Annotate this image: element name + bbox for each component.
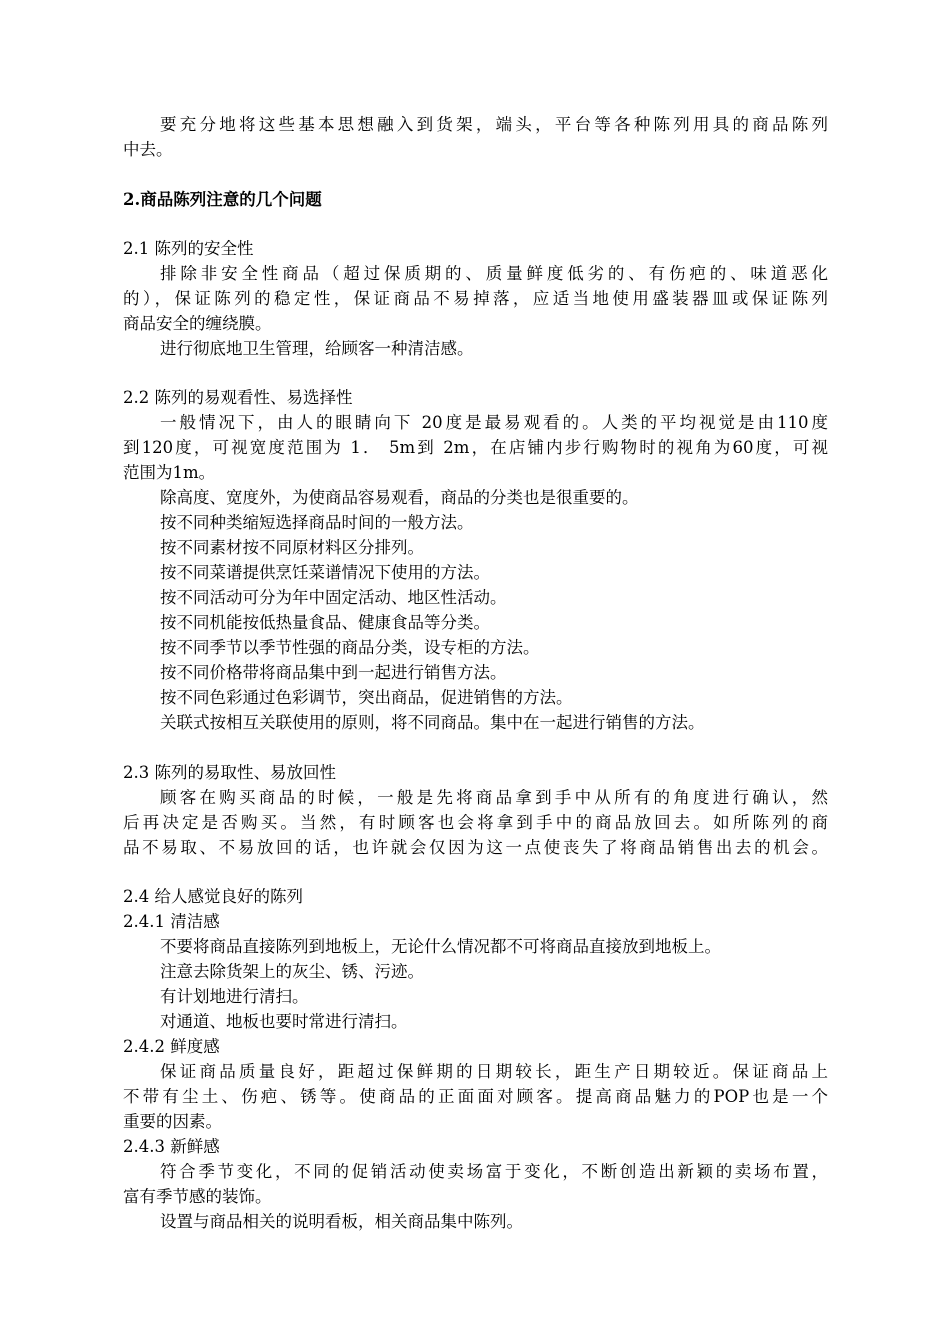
paragraph-line: 品不易取、不易放回的话，也许就会仅因为这一点使丧失了将商品销售出去的机会。 [123, 838, 828, 857]
section-2-2-title: 2.2 陈列的易观看性、易选择性 [123, 388, 353, 407]
section-2-3-title: 2.3 陈列的易取性、易放回性 [123, 763, 336, 782]
paragraph-line: 富有季节感的装饰。 [123, 1187, 272, 1206]
paragraph-line: 的），保证陈列的稳定性，保证商品不易掉落，应适当地使用盛装器皿或保证陈列 [123, 289, 828, 308]
section-2-4-2-title: 2.4.2 鲜度感 [123, 1037, 220, 1056]
paragraph-line: 排除非安全性商品（超过保质期的、质量鲜度低劣的、有伤疤的、味道恶化 [160, 264, 828, 283]
paragraph-line: 商品安全的缠绕膜。 [123, 314, 272, 333]
paragraph-line: 保证商品质量良好，距超过保鲜期的日期较长，距生产日期较近。保证商品上 [160, 1062, 828, 1081]
list-item: 注意去除货架上的灰尘、锈、污迹。 [160, 962, 424, 981]
paragraph-line: 到120度，可视宽度范围为 1． 5m到 2m，在店铺内步行购物时的视角为60度，可视 [123, 438, 828, 457]
section-2-4-title: 2.4 给人感觉良好的陈列 [123, 887, 303, 906]
list-item: 有计划地进行清扫。 [160, 987, 309, 1006]
list-item: 按不同色彩通过色彩调节，突出商品，促进销售的方法。 [160, 688, 573, 707]
list-item: 按不同活动可分为年中固定活动、地区性活动。 [160, 588, 507, 607]
paragraph-line: 重要的因素。 [123, 1112, 222, 1131]
list-item: 按不同种类缩短选择商品时间的一般方法。 [160, 513, 474, 532]
paragraph-line: 设置与商品相关的说明看板，相关商品集中陈列。 [160, 1212, 523, 1231]
list-item: 按不同季节以季节性强的商品分类，设专柜的方法。 [160, 638, 540, 657]
section-heading: 2.商品陈列注意的几个问题 [123, 190, 322, 209]
paragraph-line: 后再决定是否购买。当然，有时顾客也会将拿到手中的商品放回去。如所陈列的商 [123, 813, 828, 832]
paragraph-line: 不带有尘土、伤疤、锈等。使商品的正面面对顾客。提高商品魅力的POP也是一个 [123, 1087, 828, 1106]
section-2-1-title: 2.1 陈列的安全性 [123, 239, 254, 258]
section-2-4-1-title: 2.4.1 清洁感 [123, 912, 220, 931]
list-item: 按不同机能按低热量食品、健康食品等分类。 [160, 613, 490, 632]
section-2-4-3-title: 2.4.3 新鲜感 [123, 1137, 220, 1156]
list-item: 按不同价格带将商品集中到一起进行销售方法。 [160, 663, 507, 682]
paragraph-line: 进行彻底地卫生管理，给顾客一种清洁感。 [160, 339, 474, 358]
intro-line-2: 中去。 [123, 140, 173, 159]
list-item: 按不同菜谱提供烹饪菜谱情况下使用的方法。 [160, 563, 490, 582]
paragraph-line: 符合季节变化，不同的促销活动使卖场富于变化，不断创造出新颖的卖场布置， [160, 1162, 828, 1181]
paragraph-line: 范围为1m。 [123, 463, 216, 482]
list-item: 按不同素材按不同原材料区分排列。 [160, 538, 424, 557]
paragraph-line: 除高度、宽度外，为使商品容易观看，商品的分类也是很重要的。 [160, 488, 639, 507]
list-item: 对通道、地板也要时常进行清扫。 [160, 1012, 408, 1031]
list-item: 不要将商品直接陈列到地板上，无论什么情况都不可将商品直接放到地板上。 [160, 937, 721, 956]
intro-line-1: 要充分地将这些基本思想融入到货架，端头，平台等各种陈列用具的商品陈列 [160, 115, 828, 134]
paragraph-line: 顾客在购买商品的时候，一般是先将商品拿到手中从所有的角度进行确认，然 [160, 788, 828, 807]
paragraph-line: 一般情况下，由人的眼睛向下 20度是最易观看的。人类的平均视觉是由110度 [160, 413, 828, 432]
list-item: 关联式按相互关联使用的原则，将不同商品。集中在一起进行销售的方法。 [160, 713, 705, 732]
